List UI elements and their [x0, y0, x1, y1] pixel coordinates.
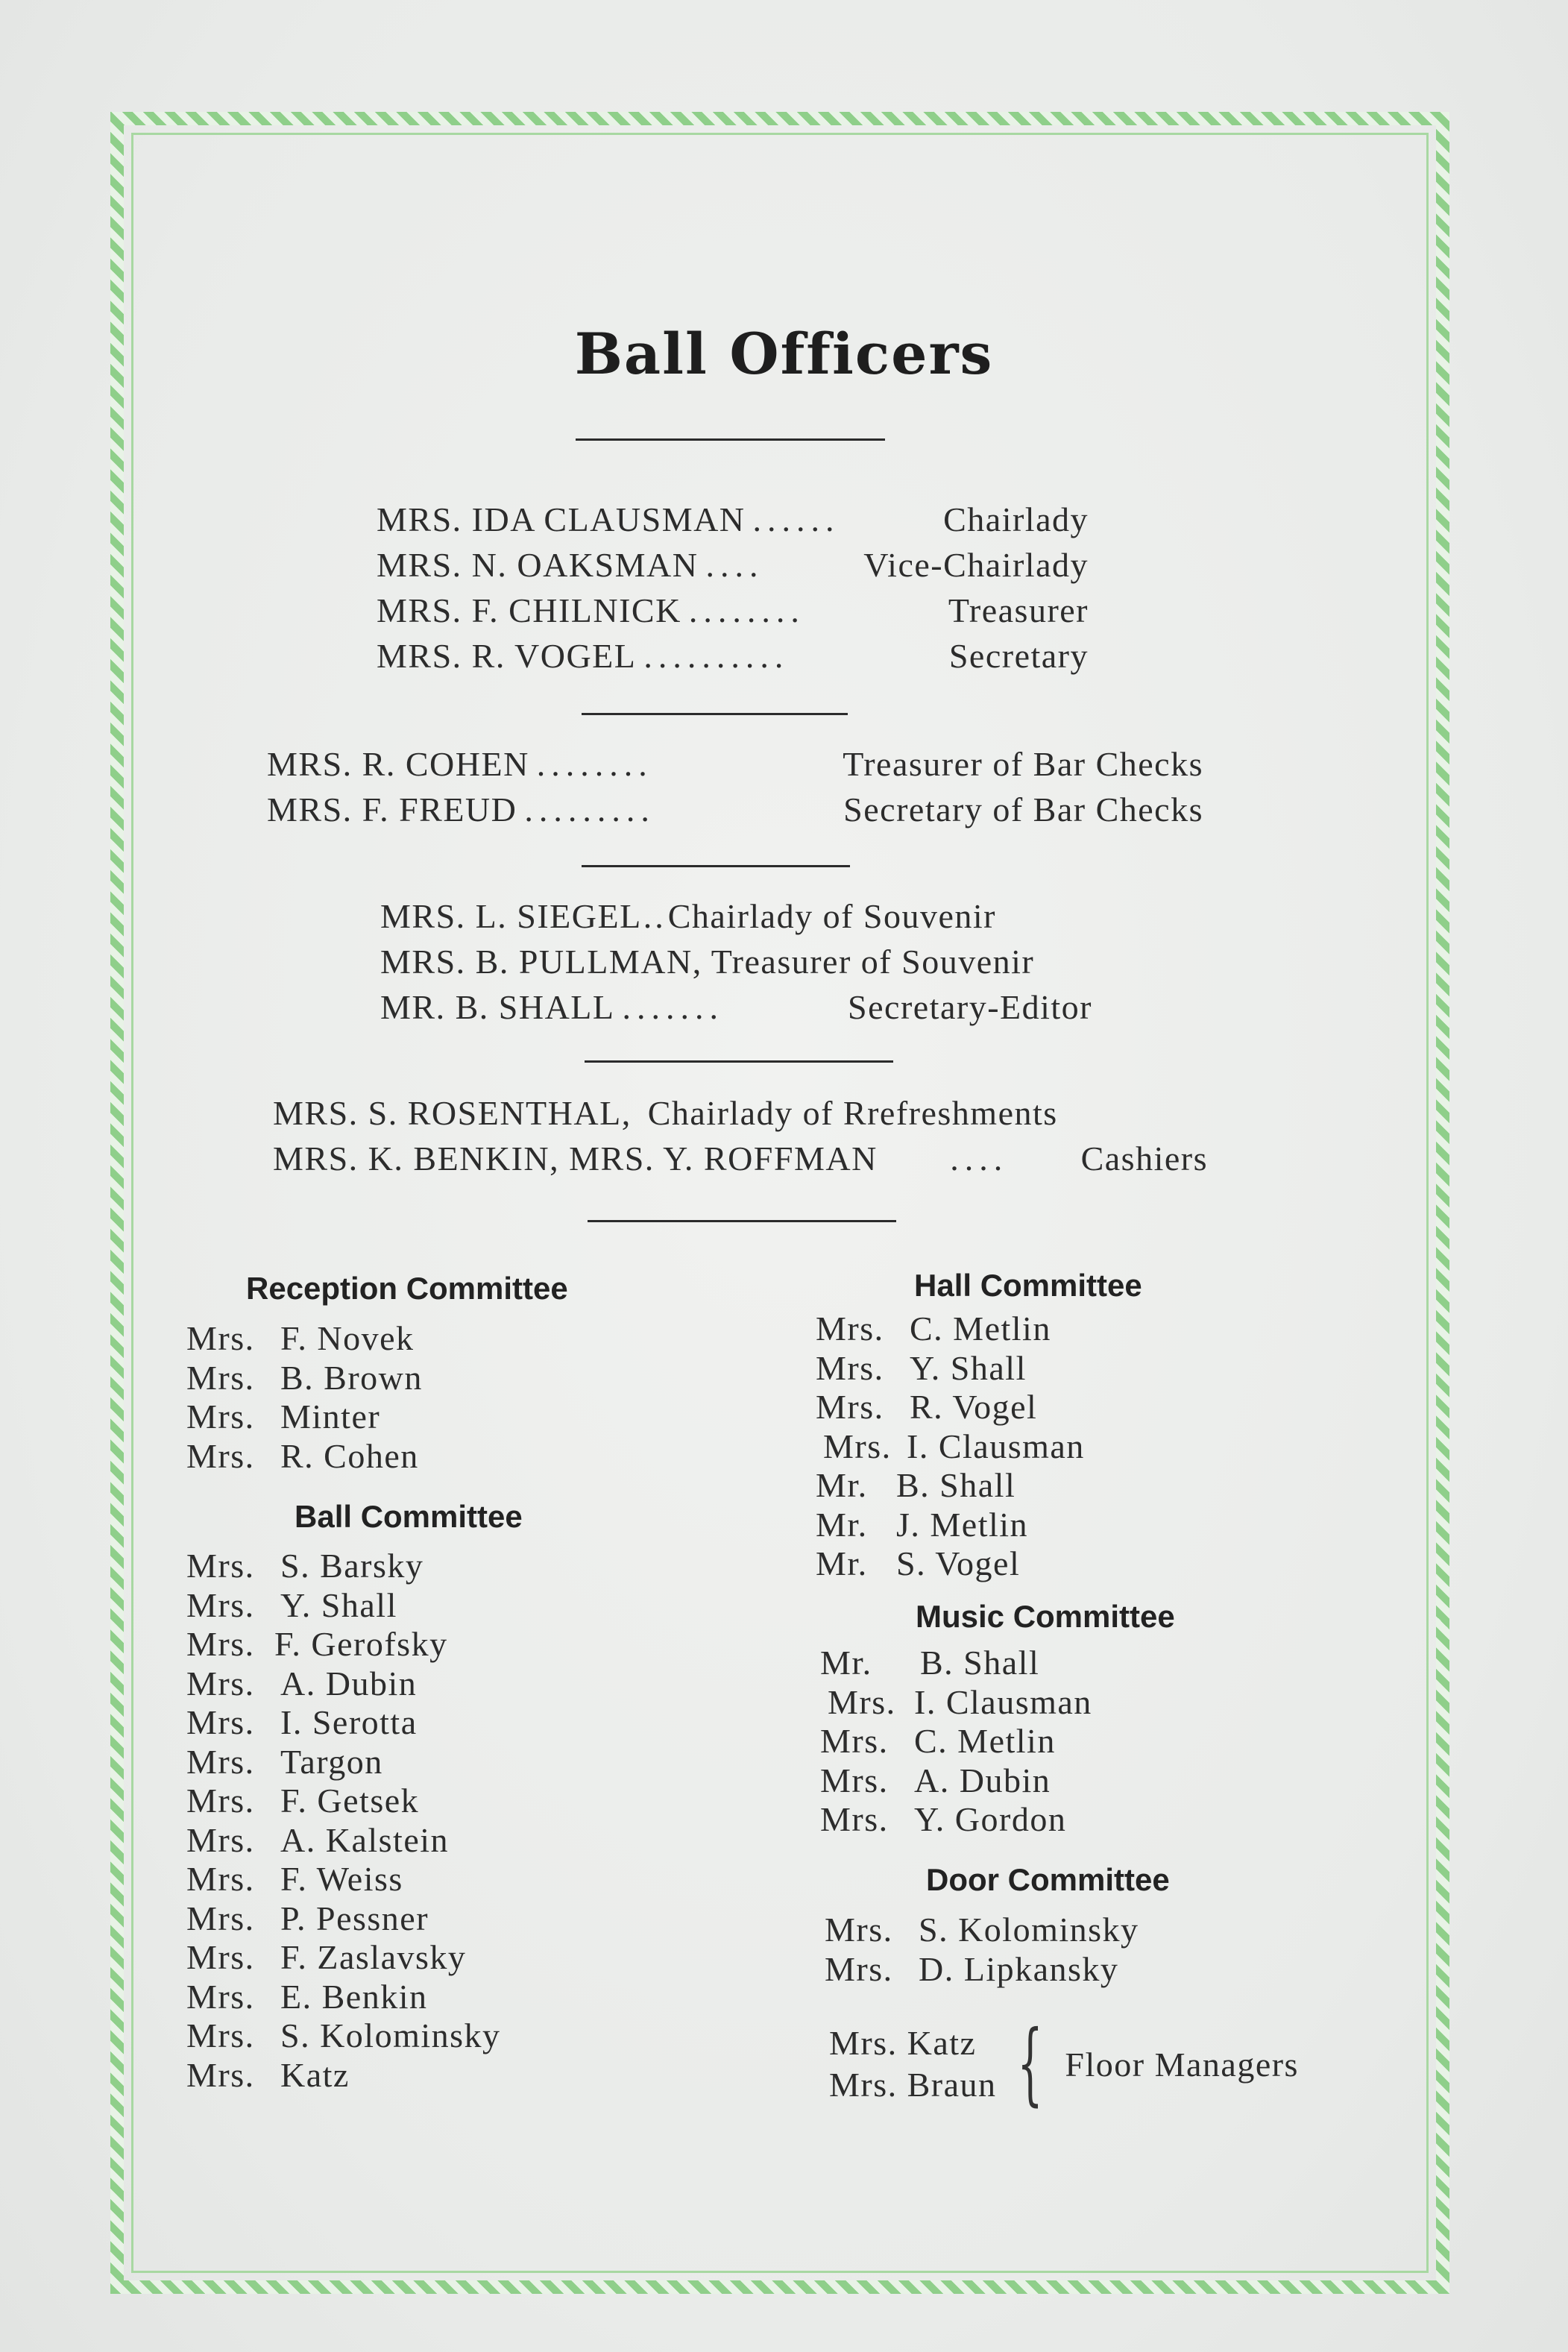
list-item — [820, 1761, 1092, 1801]
member-title: Mrs. — [828, 1682, 896, 1721]
list-item — [186, 2016, 501, 2056]
officers-group-1 — [377, 497, 1089, 679]
list-item — [186, 1703, 501, 1743]
member-title: Mrs. — [186, 1397, 255, 1436]
member-name: Y. Gordon — [914, 1800, 1067, 1838]
list-item — [186, 1899, 501, 1939]
divider-rule — [588, 1220, 896, 1222]
officer-role: Secretary of Bar Checks — [843, 790, 1203, 828]
officer-name: MRS. R. VOGEL — [377, 637, 637, 675]
member-title: Mrs. — [186, 1547, 255, 1585]
officer-name: MRS. N. OAKSMAN — [377, 546, 699, 584]
list-item — [186, 1625, 501, 1664]
officer-name: MRS. L. SIEGEL — [380, 897, 642, 935]
brace-icon: { — [1016, 2012, 1043, 2116]
member-title: Mrs. — [186, 1782, 255, 1820]
dot-leader: .. — [643, 897, 667, 935]
member-name: A. Dubin — [280, 1664, 418, 1702]
member-name: C. Metlin — [910, 1309, 1051, 1348]
list-item — [825, 1950, 1139, 1990]
divider-rule — [582, 865, 850, 867]
member-name: Minter — [280, 1397, 381, 1436]
member-title: Mrs. — [186, 1664, 255, 1702]
list-item — [823, 1427, 1085, 1467]
ball-committee-list — [186, 1547, 501, 2095]
list-item — [820, 1722, 1092, 1761]
member-title: Mrs. — [186, 1703, 255, 1741]
member-name: B. Shall — [920, 1644, 1040, 1682]
member-name: A. Kalstein — [280, 1820, 450, 1859]
member-title: Mrs. — [186, 1436, 255, 1475]
member-title: Mrs. — [186, 1625, 255, 1663]
list-item — [186, 1978, 501, 2017]
member-title: Mrs. — [825, 1949, 893, 1988]
reception-committee-list — [186, 1319, 423, 1476]
member-title: Mrs. — [820, 1800, 889, 1838]
member-title: Mrs. — [186, 1938, 255, 1976]
officer-role: Chairlady of Souvenir — [667, 897, 996, 935]
hall-committee-list — [816, 1309, 1085, 1584]
floor-managers-label: Floor Managers — [1065, 2045, 1299, 2084]
list-item — [816, 1388, 1085, 1427]
member-title: Mr. — [820, 1644, 872, 1682]
member-title: Mr. — [816, 1466, 868, 1504]
divider-rule — [585, 1060, 893, 1063]
list-item — [816, 1349, 1085, 1389]
officer-role: Secretary — [948, 637, 1089, 675]
member-name: Y. Shall — [910, 1348, 1027, 1387]
door-committee-list — [825, 1911, 1139, 1989]
member-name: S. Kolominsky — [280, 2016, 501, 2054]
list-item — [186, 1359, 423, 1398]
officer-line — [267, 741, 1203, 787]
member-name: F. Zaslavsky — [280, 1938, 467, 1976]
list-item — [186, 1782, 501, 1821]
list-item — [186, 1397, 423, 1437]
page-title: Ball Officers — [574, 321, 994, 387]
officer-role: Treasurer — [948, 591, 1089, 629]
list-item — [820, 1800, 1092, 1840]
officer-line — [267, 787, 1203, 832]
member-title: Mr. — [816, 1544, 868, 1582]
member-title: Mrs. — [825, 1911, 893, 1949]
list-item — [828, 1683, 1092, 1723]
list-item — [186, 1586, 501, 1626]
member-title: Mrs. — [186, 1860, 255, 1898]
member-title: Mrs. — [186, 2055, 255, 2094]
member-title: Mrs. — [186, 1977, 255, 2016]
member-title: Mrs. — [186, 1319, 255, 1357]
officer-line — [273, 1136, 1208, 1181]
list-item — [186, 1664, 501, 1704]
member-title: Mrs. — [186, 1899, 255, 1937]
officer-line — [377, 497, 1089, 542]
member-title: Mrs. — [823, 1427, 892, 1465]
officer-line — [377, 588, 1089, 633]
officer-name: MRS. F. CHILNICK — [377, 591, 681, 629]
officer-role: Treasurer of Souvenir — [711, 943, 1035, 981]
officer-line — [273, 1090, 1208, 1136]
member-name: S. Kolominsky — [919, 1911, 1139, 1949]
hall-committee-heading: Hall Committee — [914, 1268, 1142, 1303]
officer-role: Treasurer of Bar Checks — [843, 745, 1203, 783]
officer-name: MR. B. SHALL — [380, 988, 615, 1026]
member-name: B. Shall — [896, 1466, 1016, 1504]
list-item — [186, 1821, 501, 1861]
officer-name: MRS. F. FREUD — [267, 790, 517, 828]
dot-leader: ........ — [688, 591, 805, 629]
member-title: Mrs. — [186, 2016, 255, 2054]
member-name: R. Vogel — [910, 1388, 1038, 1426]
officers-group-4 — [273, 1090, 1208, 1181]
officer-role: Secretary-Editor — [848, 988, 1092, 1026]
member-name: Katz — [280, 2055, 350, 2094]
member-name: S. Vogel — [896, 1544, 1021, 1582]
list-item — [186, 1319, 423, 1359]
member-title: Mrs. — [816, 1309, 884, 1348]
member-name: I. Serotta — [280, 1703, 418, 1741]
officer-line — [380, 893, 1092, 939]
list-item — [186, 1938, 501, 1978]
dot-leader: ........ — [536, 745, 653, 783]
list-item — [825, 1911, 1139, 1950]
member-name: Y. Shall — [280, 1585, 397, 1624]
officer-role: Chairlady — [943, 500, 1089, 538]
dot-leader: .......... — [643, 637, 790, 675]
officer-name: MRS. R. COHEN — [267, 745, 529, 783]
officer-name: MRS. S. ROSENTHAL, — [273, 1094, 632, 1132]
list-item — [816, 1466, 1085, 1506]
member-title: Mr. — [816, 1505, 868, 1544]
list-item — [816, 1544, 1085, 1584]
music-committee-heading: Music Committee — [916, 1599, 1175, 1634]
member-title: Mrs. — [186, 1358, 255, 1397]
officer-name: MRS. B. PULLMAN, — [380, 943, 702, 981]
member-name: F. Novek — [280, 1319, 415, 1357]
member-title: Mrs. — [816, 1388, 884, 1426]
dot-leader: .... — [950, 1139, 1009, 1177]
member-name: P. Pessner — [280, 1899, 429, 1937]
list-item — [186, 1437, 423, 1477]
divider-rule — [582, 713, 848, 715]
officer-role: Cashiers — [1080, 1139, 1208, 1177]
officers-group-3 — [380, 893, 1092, 1030]
member-title: Mrs. — [816, 1348, 884, 1387]
ball-committee-heading: Ball Committee — [295, 1499, 523, 1534]
reception-committee-heading: Reception Committee — [246, 1271, 568, 1306]
floor-manager-name: Mrs. Katz — [829, 2024, 977, 2062]
member-name: S. Barsky — [280, 1547, 424, 1585]
member-name: C. Metlin — [914, 1722, 1056, 1760]
dot-leader: ...... — [752, 500, 840, 538]
list-item — [816, 1309, 1085, 1349]
floor-manager-name: Mrs. Braun — [829, 2066, 997, 2104]
member-name: I. Clausman — [907, 1427, 1085, 1465]
list-item — [186, 2056, 501, 2095]
list-item — [820, 1644, 1092, 1683]
officer-line — [380, 984, 1092, 1030]
member-name: J. Metlin — [896, 1505, 1029, 1544]
member-title: Mrs. — [820, 1761, 889, 1799]
list-item — [186, 1743, 501, 1782]
door-committee-heading: Door Committee — [926, 1862, 1170, 1897]
officer-role: Chairlady of Rrefreshments — [647, 1094, 1058, 1132]
music-committee-list — [820, 1644, 1092, 1840]
member-title: Mrs. — [186, 1742, 255, 1781]
dot-leader: .... — [705, 546, 764, 584]
member-name: D. Lipkansky — [919, 1949, 1119, 1988]
officers-group-2 — [267, 741, 1203, 832]
list-item — [186, 1860, 501, 1899]
member-name: F. Weiss — [280, 1860, 403, 1898]
member-name: B. Brown — [280, 1358, 423, 1397]
officer-name: MRS. IDA CLAUSMAN — [377, 500, 746, 538]
member-title: Mrs. — [186, 1820, 255, 1859]
floor-manager-names — [829, 2022, 997, 2106]
member-title: Mrs. — [186, 1585, 255, 1624]
member-name: F. Gerofsky — [274, 1625, 448, 1663]
officer-line — [377, 633, 1089, 679]
list-item — [186, 1547, 501, 1586]
dot-leader: ......... — [524, 790, 655, 828]
member-title: Mrs. — [820, 1722, 889, 1760]
dot-leader: ....... — [622, 988, 724, 1026]
member-name: R. Cohen — [280, 1436, 419, 1475]
officer-name: MRS. K. BENKIN, MRS. Y. ROFFMAN — [273, 1139, 878, 1177]
member-name: E. Benkin — [280, 1977, 428, 2016]
list-item — [816, 1506, 1085, 1545]
member-name: F. Getsek — [280, 1782, 420, 1820]
floor-managers — [829, 2012, 1299, 2116]
officer-role: Vice-Chairlady — [863, 546, 1089, 584]
divider-rule — [576, 438, 885, 441]
member-name: Targon — [280, 1742, 383, 1781]
officer-line — [377, 542, 1089, 588]
officer-line — [380, 939, 1092, 984]
member-name: A. Dubin — [914, 1761, 1051, 1799]
member-name: I. Clausman — [914, 1682, 1092, 1721]
